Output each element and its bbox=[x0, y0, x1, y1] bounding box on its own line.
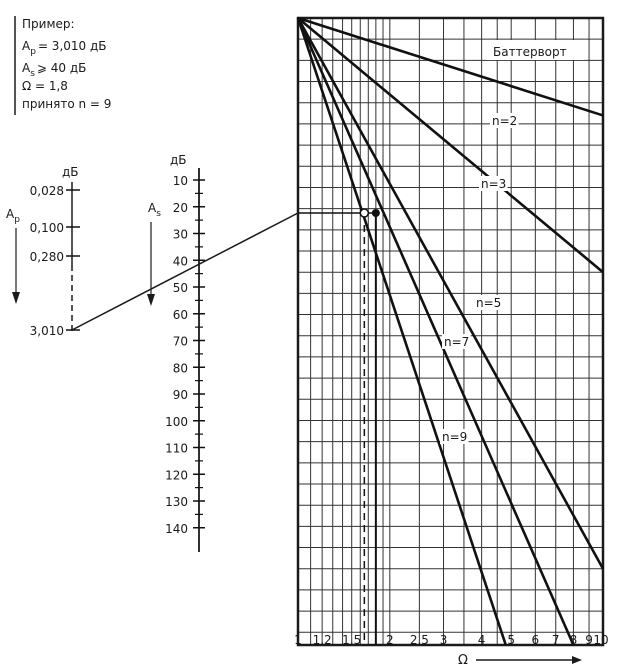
series-label: Баттерворт bbox=[493, 45, 567, 59]
x-tick-label: 2 bbox=[385, 633, 394, 647]
ap-tick-label: 0,100 bbox=[29, 221, 64, 235]
series-label: n=7 bbox=[444, 335, 470, 349]
x-axis-label: Ω bbox=[458, 653, 468, 668]
as-tick-label: 80 bbox=[172, 361, 188, 376]
x-tick-label: 5 bbox=[507, 633, 516, 647]
x-axis-arrowhead bbox=[572, 656, 582, 664]
chart-grid bbox=[298, 18, 603, 645]
example-filled-point bbox=[372, 209, 380, 217]
series-label: n=3 bbox=[481, 177, 507, 191]
x-tick-label: 1,5 bbox=[342, 633, 362, 647]
as-tick-label: 50 bbox=[172, 281, 188, 295]
as-scale bbox=[147, 153, 205, 552]
as-tick-label: 90 bbox=[172, 388, 188, 402]
x-tick-label: 4 bbox=[477, 633, 486, 647]
ap-axis-label: $A_p$ bbox=[6, 207, 20, 225]
series-labels bbox=[440, 44, 577, 444]
example-as-line: $A_s$ ⩾ 40 дБ bbox=[22, 61, 87, 79]
series-label: n=5 bbox=[476, 296, 502, 310]
as-tick-label: 120 bbox=[165, 468, 188, 483]
x-tick-label: 1 bbox=[294, 633, 302, 647]
as-direction-arrowhead bbox=[147, 294, 155, 306]
series-line-n9 bbox=[298, 18, 506, 645]
as-tick-label: 20 bbox=[172, 200, 188, 215]
as-axis-label: $A_s$ bbox=[148, 201, 161, 219]
as-tick-label: 10 bbox=[172, 174, 188, 188]
series-label: n=2 bbox=[492, 114, 518, 128]
as-tick-label: 140 bbox=[165, 521, 188, 536]
as-unit-label: дБ bbox=[170, 153, 187, 167]
ap-direction-arrowhead bbox=[12, 292, 20, 304]
ap-tick-label: 0,028 bbox=[29, 184, 64, 198]
ap-tick-label: 3,010 bbox=[29, 324, 64, 338]
chart-area bbox=[294, 18, 608, 668]
example-omega-line: Ω = 1,8 bbox=[22, 79, 68, 93]
ap-scale bbox=[6, 165, 80, 338]
chart-frame bbox=[298, 18, 603, 645]
x-tick-label: 6 bbox=[531, 633, 540, 647]
as-tick-label: 130 bbox=[165, 495, 188, 509]
x-tick-label: 8 bbox=[569, 633, 578, 647]
as-tick-label: 110 bbox=[165, 441, 188, 456]
series-label: n=9 bbox=[442, 430, 468, 444]
example-accepted-line: принято n = 9 bbox=[22, 97, 112, 111]
as-tick-label: 40 bbox=[172, 254, 188, 269]
ap-unit-label: дБ bbox=[62, 165, 79, 179]
as-tick-label: 30 bbox=[172, 227, 188, 242]
series-lines bbox=[298, 18, 603, 645]
example-ap-line: $A_p = 3,010$ дБ bbox=[22, 39, 107, 57]
as-tick-label: 70 bbox=[172, 334, 188, 349]
ap-tick-label: 0,280 bbox=[29, 250, 64, 264]
x-tick-label: 1,2 bbox=[312, 633, 332, 647]
example-title: Пример: bbox=[22, 17, 75, 31]
x-tick-label: 9 bbox=[585, 633, 593, 647]
example-open-point bbox=[360, 209, 368, 217]
as-tick-label: 60 bbox=[172, 307, 188, 322]
x-tick-label: 2,5 bbox=[409, 633, 429, 647]
example-box bbox=[15, 16, 111, 115]
series-line-n7 bbox=[298, 18, 573, 645]
x-tick-label: 7 bbox=[551, 633, 560, 647]
as-tick-label: 100 bbox=[165, 414, 188, 429]
x-tick-label: 3 bbox=[439, 633, 448, 647]
x-tick-label: 10 bbox=[593, 633, 609, 647]
